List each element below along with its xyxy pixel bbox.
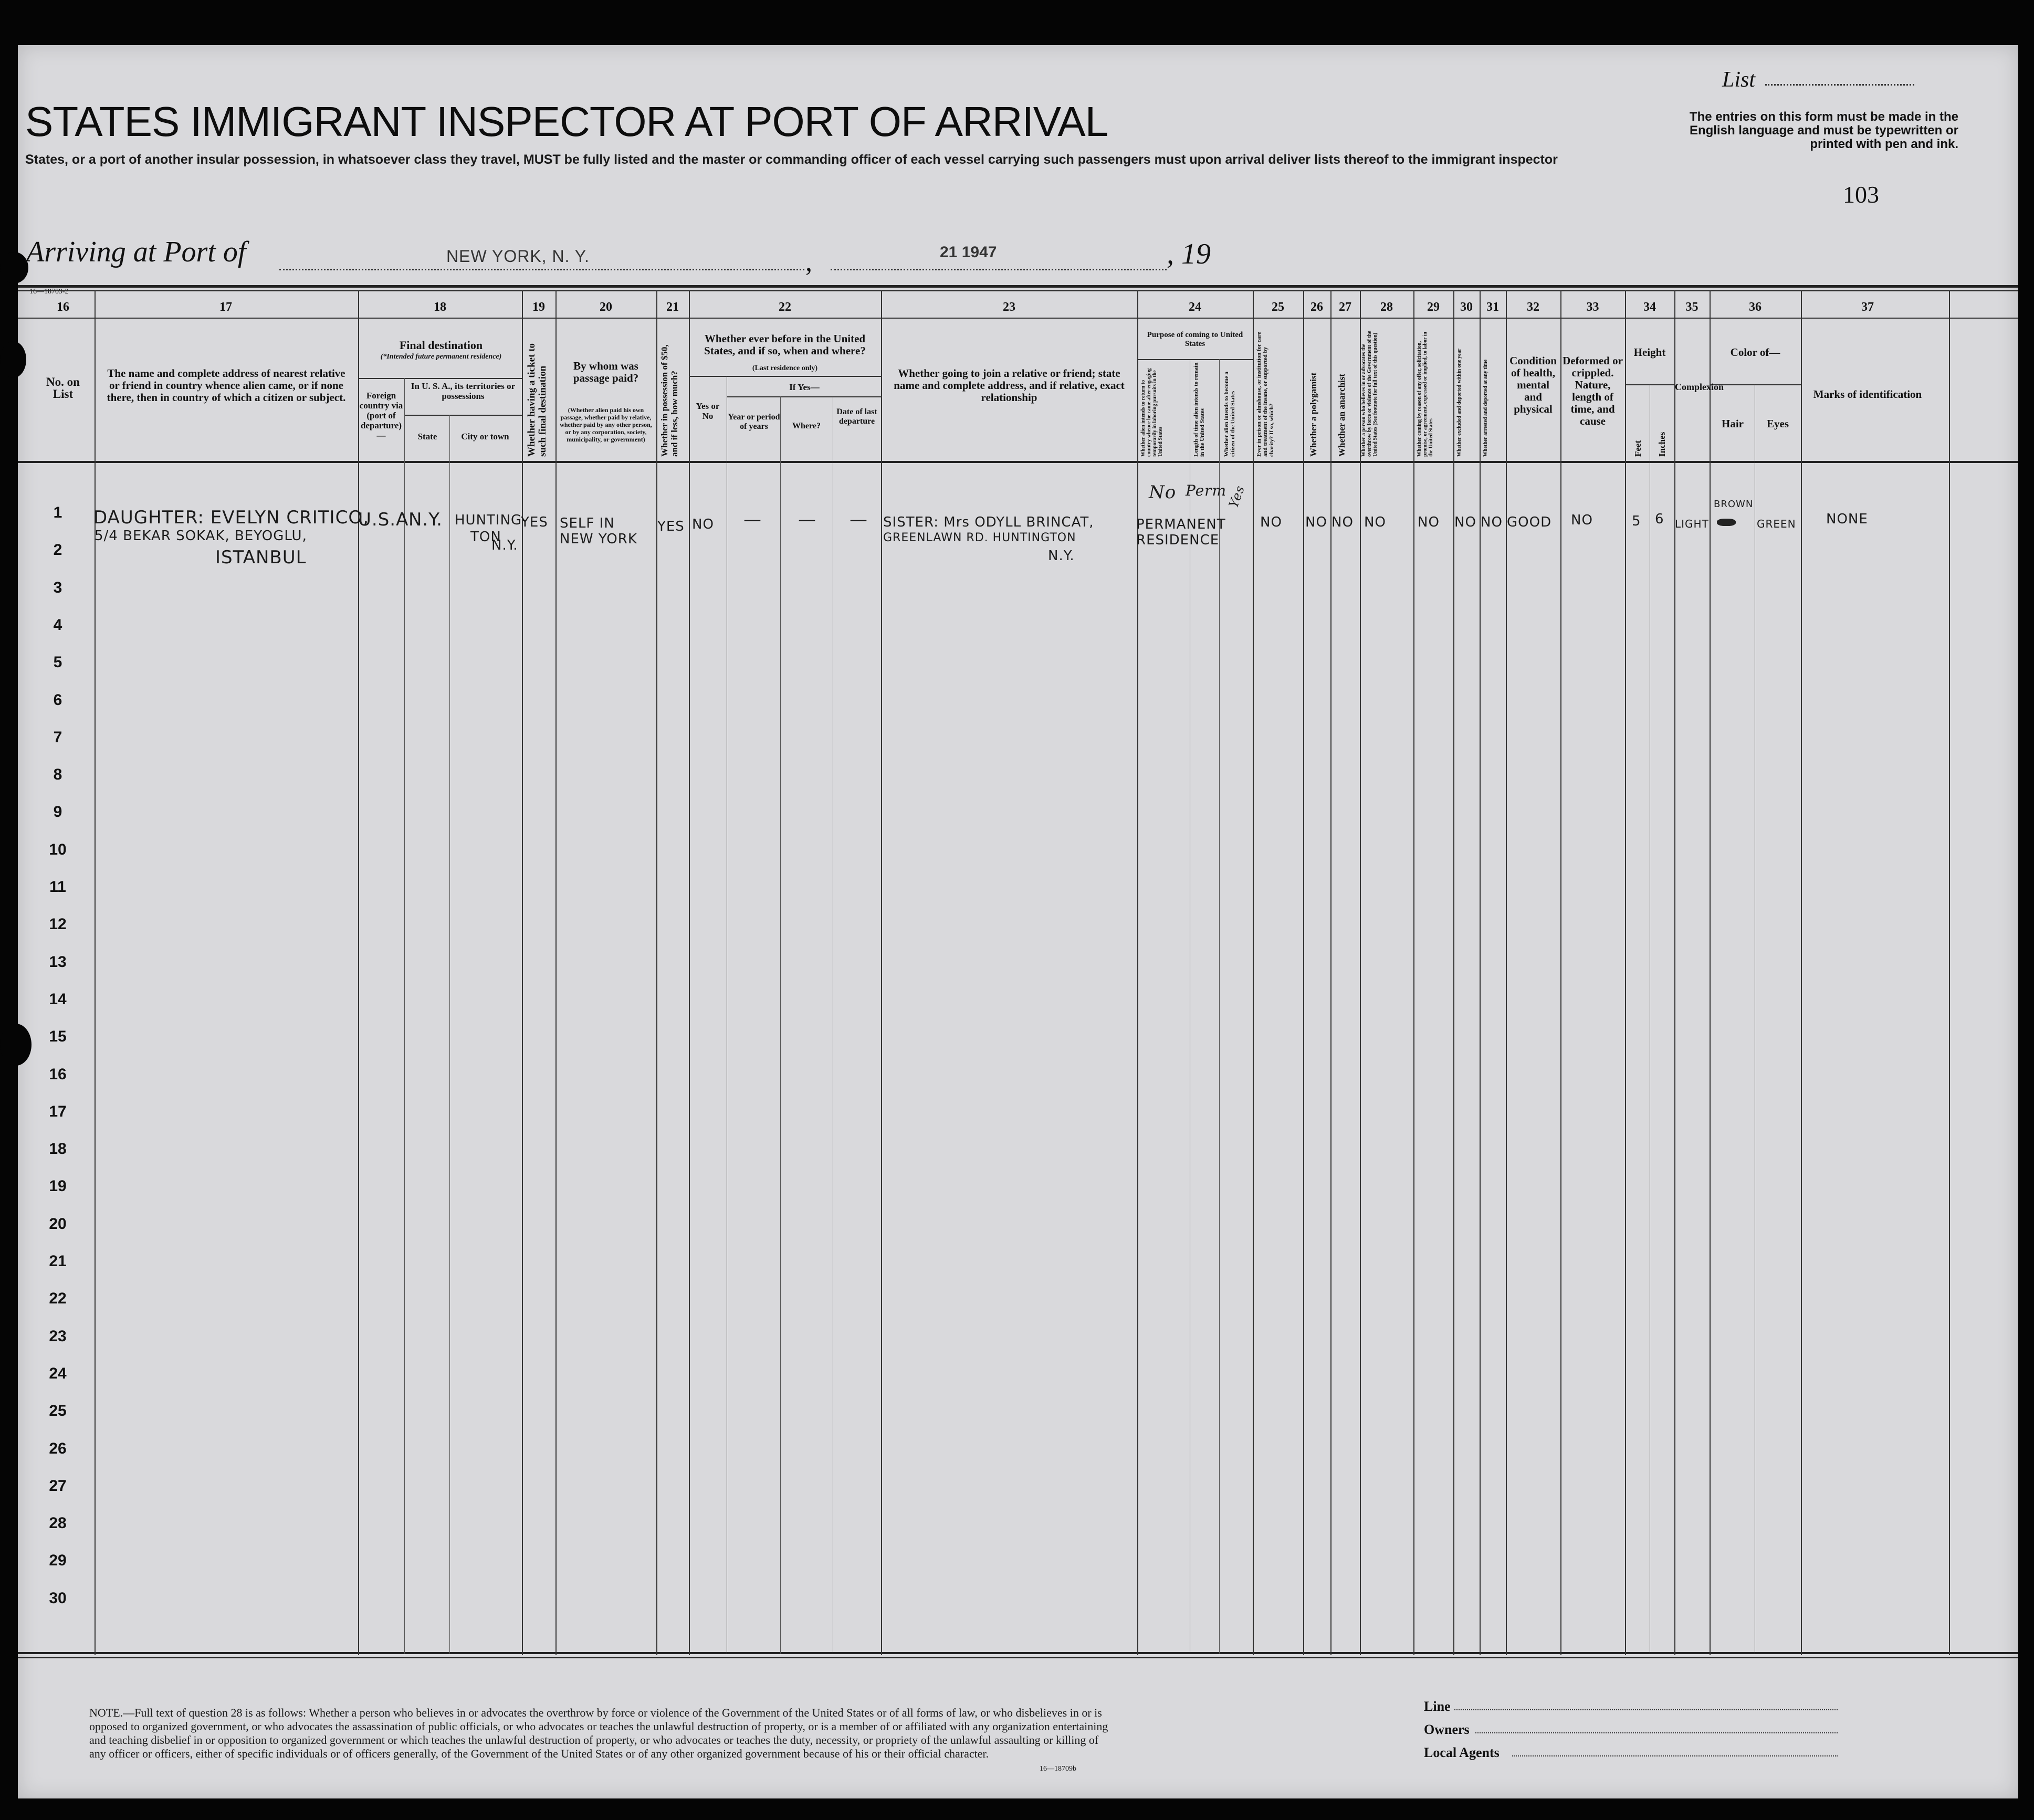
date-stamp: 21 1947 [940, 244, 997, 261]
header-col35: Complexion [1675, 382, 1724, 392]
header-col36-eyes: Eyes [1767, 417, 1789, 430]
entry-join-line3: N.Y. [1048, 548, 1075, 564]
column-divider [1360, 290, 1361, 1655]
table-top-rule [18, 285, 2018, 288]
entry-inches: 6 [1655, 511, 1664, 527]
table-bottom-rule-2 [18, 1657, 2018, 1658]
entry-join-line1: SISTER: Mrs ODYLL BRINCAT, [883, 514, 1094, 530]
row-number: 1 [53, 504, 62, 521]
entry-labor: NO [1418, 514, 1440, 530]
rule-col18 [358, 378, 522, 379]
header-col20-title: By whom was passage paid? [573, 360, 639, 384]
row-number: 26 [49, 1439, 67, 1457]
entry-before-yesno: NO [692, 517, 714, 532]
header-col33: Deformed or crippled. Nature, length of time, and cause [1563, 354, 1623, 427]
column-divider [1253, 290, 1254, 1655]
row-number: 25 [49, 1402, 67, 1420]
footnote-q28: NOTE.—Full text of question 28 is as follows: Whether a person who believes in or advocates the overthrow by force or violence of the Government of the United States or of all forms of law, or who disbelieves in or is opposed to organized government, or who advocates the assassination of public officials, or who advocates or teaches the unlawful destruction of property, or is a member of or affiliated with any organization entertaining and teaching disbelief in or opposition to organized government or which teaches the unlawful destruction of property, or who advocates or teaches the duty, necessity, or propriety of the unlawful assaulting or killing of any officer or officers, either of specific individuals or of officers generally, of the Government of the United States or of any other organized government because of his or their official character. [89, 1706, 1108, 1760]
entry-foreign-country: U.S.A. [358, 509, 415, 530]
rule-col18-sub [404, 415, 522, 416]
row-number: 29 [49, 1552, 67, 1570]
header-col17: The name and complete address of nearest relative or friend in country whence alien came, or if none there, then in country of which a citizen or subject. [107, 367, 346, 404]
subcolumn-divider [1219, 359, 1220, 1654]
colnum-19: 19 [532, 300, 545, 314]
punch-hole [0, 341, 26, 378]
entry-feet: 5 [1632, 513, 1641, 529]
header-col29: Whether coming by reason of any offer, solicitation, promise, or agreement, expressed or implied, to labor in the United States [1417, 331, 1434, 457]
row-number: 19 [49, 1177, 67, 1195]
subcolumn-divider [404, 378, 405, 1654]
column-divider [555, 290, 557, 1655]
colnum-31: 31 [1486, 300, 1499, 314]
row-number: 20 [49, 1215, 67, 1233]
ink-blot [1717, 519, 1736, 526]
header-col37: Marks of identification [1813, 388, 1922, 401]
rule-col24 [1137, 359, 1253, 360]
entry-relative-line1: DAUGHTER: EVELYN CRITICO, [93, 507, 369, 528]
header-col22-where: Where? [792, 422, 821, 430]
column-divider [95, 290, 96, 1655]
column-divider [1625, 290, 1626, 1655]
colnum-37: 37 [1861, 300, 1874, 314]
row-number: 27 [49, 1477, 67, 1495]
colnum-18: 18 [434, 300, 446, 314]
entry-before-year: — [743, 509, 762, 530]
header-bottom-rule [18, 461, 2018, 463]
column-divider [1949, 290, 1950, 1655]
rule-col22-sub [727, 396, 881, 397]
header-col22-sub: (Last residence only) [752, 364, 818, 372]
colnum-21: 21 [666, 300, 679, 314]
table-bottom-rule [18, 1652, 2018, 1654]
column-divider [1710, 290, 1711, 1655]
date-field[interactable] [831, 269, 1167, 270]
line-label: Line [1424, 1699, 1451, 1714]
subcolumn-divider [449, 415, 450, 1654]
entry-prison: NO [1260, 514, 1282, 530]
entry-excluded: NO [1454, 514, 1476, 530]
header-col28: Whether a person who believes in or advocates the overthrow by force or violence of the Government of the United States (See footnote for full text of this question) [1361, 331, 1378, 457]
owners-field[interactable] [1475, 1732, 1838, 1733]
row-number: 2 [53, 541, 62, 559]
row-number: 8 [53, 766, 62, 784]
entry-overthrow: NO [1364, 514, 1386, 530]
entry-before-where: — [798, 509, 816, 530]
entry-purpose-a: No [1149, 482, 1177, 503]
entry-purpose-line2: RESIDENCE [1136, 532, 1220, 548]
header-col24-a: Whether alien intends to return to country whence he came after engaging temporarily in laboring pursuits in the United States [1140, 368, 1163, 457]
header-col36-hair: Hair [1722, 417, 1744, 430]
form-code: 16—18709-2 [29, 288, 69, 296]
row-number: 3 [53, 578, 62, 596]
column-divider [1674, 290, 1675, 1655]
colnum-23: 23 [1003, 300, 1015, 314]
row-number: 4 [53, 616, 62, 634]
entry-hair: BROWN [1714, 499, 1754, 510]
entries-note: The entries on this form must be made in the English language and must be typewritten or printed with pen and ink. [1689, 110, 1958, 151]
comma: , [805, 247, 812, 277]
column-divider [1560, 290, 1561, 1655]
column-divider [522, 290, 523, 1655]
row-number: 14 [49, 990, 67, 1008]
column-divider [1801, 290, 1802, 1655]
footer-form-code: 16—18709b [1040, 1765, 1076, 1773]
row-number: 23 [49, 1327, 67, 1345]
row-number: 7 [53, 728, 62, 746]
header-col22-ifyes: If Yes— [789, 382, 820, 392]
entry-marks: NONE [1826, 511, 1868, 527]
colnum-32: 32 [1527, 300, 1539, 314]
list-number-field[interactable] [1765, 84, 1914, 86]
header-col34-inches: Inches [1657, 432, 1667, 457]
colnum-22: 22 [779, 300, 791, 314]
colnum-20: 20 [600, 300, 612, 314]
row-number: 15 [49, 1028, 67, 1046]
header-col27: Whether an anarchist [1337, 373, 1347, 457]
header-col26: Whether a polygamist [1308, 372, 1318, 457]
header-col31: Whether arrested and deported at any time [1483, 359, 1488, 457]
entry-polygamist: NO [1305, 514, 1327, 530]
column-divider [1303, 290, 1304, 1655]
owners-label: Owners [1424, 1722, 1470, 1737]
entry-city-line1: HUNTING- [455, 512, 528, 528]
port-field[interactable] [279, 269, 804, 270]
row-number: 9 [53, 803, 62, 821]
colnum-26: 26 [1310, 300, 1323, 314]
column-divider [656, 290, 657, 1655]
entry-deformed: NO [1571, 512, 1593, 528]
row-number: 6 [53, 691, 62, 709]
column-divider [689, 290, 690, 1655]
column-divider [358, 290, 359, 1655]
header-col18-sub: (*Intended future permanent residence) [380, 353, 502, 361]
column-divider [1330, 290, 1331, 1655]
entry-arrested: NO [1481, 514, 1503, 530]
row-number: 21 [49, 1253, 67, 1270]
header-col18-state: State [417, 432, 437, 441]
entry-ticket: YES [521, 514, 548, 530]
entry-purpose-b: Perm [1186, 482, 1227, 499]
list-label: List [1722, 68, 1756, 92]
colnum-27: 27 [1339, 300, 1351, 314]
entry-health: GOOD [1507, 514, 1552, 530]
row-number: 18 [49, 1140, 67, 1158]
row-number: 22 [49, 1290, 67, 1308]
row-number: 11 [49, 878, 66, 896]
entry-passage-line2: NEW YORK [560, 531, 637, 547]
port-stamp: NEW YORK, N. Y. [446, 247, 590, 266]
entry-complexion: LIGHT [1675, 518, 1709, 530]
entry-passage-line1: SELF IN [560, 516, 615, 531]
entry-purpose-line1: PERMANENT [1136, 517, 1226, 532]
rule-col22 [689, 376, 881, 377]
entry-city-line2: TON [470, 529, 501, 545]
agents-label: Local Agents [1424, 1745, 1500, 1760]
arriving-label: Arriving at Port of [26, 236, 246, 268]
header-no-on-list: No. on List [46, 375, 80, 401]
column-divider [1453, 290, 1454, 1655]
table-top-rule-2 [18, 290, 2018, 291]
form-title: STATES IMMIGRANT INSPECTOR AT PORT OF ARRIVAL [25, 98, 1108, 145]
colnum-30: 30 [1460, 300, 1473, 314]
year-prefix: , 19 [1167, 238, 1211, 270]
header-col24-b: Length of time alien intends to remain in the United States [1193, 362, 1205, 457]
row-number: 17 [49, 1102, 67, 1120]
header-col32: Condition of health, mental and physical [1509, 354, 1557, 415]
header-col34-feet: Feet [1633, 440, 1643, 457]
row-number: 5 [53, 654, 62, 671]
page-number: 103 [1843, 181, 1879, 208]
header-col18-title: Final destination [399, 339, 483, 352]
header-col19: Whether having a ticket to such final destination [526, 343, 548, 457]
entry-state: N.Y. [408, 509, 443, 530]
entry-city-line3: N.Y. [491, 538, 518, 553]
punch-hole [0, 1024, 32, 1066]
entry-relative-line2: 5/4 BEKAR SOKAK, BEYOGLU, [95, 528, 307, 544]
header-col24-c: Whether alien intends to become a citizen of the United States [1223, 371, 1236, 457]
header-col22-year: Year or period of years [728, 413, 780, 431]
header-col23: Whether going to join a relative or friend; state name and complete address, and if relative, exact relationship [894, 367, 1125, 404]
line-field[interactable] [1454, 1709, 1838, 1710]
form-subtitle: States, or a port of another insular possession, in whatsoever class they travel, MUST be fully listed and the master or commanding officer of each vessel carrying such passengers must upon arrival deliver lists thereof to the immigrant inspector [25, 152, 1558, 167]
entry-relative-line3: ISTANBUL [215, 547, 307, 568]
row-number: 30 [49, 1589, 67, 1607]
colnum-rule [18, 318, 2018, 319]
header-col36-title: Color of— [1730, 346, 1780, 359]
row-number: 12 [49, 916, 67, 933]
row-number: 28 [49, 1514, 67, 1532]
row-number: 10 [49, 840, 67, 858]
header-col30: Whether excluded and deported within one year [1456, 349, 1462, 457]
header-col25: Ever in prison or almshouse, or institution for care and treatment of the insane, or supported by charity? If so, which? [1256, 332, 1275, 457]
agents-field[interactable] [1512, 1755, 1838, 1756]
column-divider [881, 290, 882, 1655]
entry-money: YES [657, 519, 685, 534]
entry-join-line2: GREENLAWN RD. HUNTINGTON [883, 531, 1076, 544]
header-col34-title: Height [1633, 346, 1666, 359]
row-number: 16 [49, 1065, 67, 1083]
header-col18-city: City or town [461, 432, 509, 441]
colnum-33: 33 [1586, 300, 1599, 314]
header-col22-date: Date of last departure [836, 407, 877, 426]
header-col22-title: Whether ever before in the United States, and if so, when and where? [704, 332, 866, 357]
header-col18-foreign: Foreign country via (port of departure)— [359, 391, 403, 440]
header-col21: Whether in possession of $50, and if less, how much? [659, 344, 679, 457]
entry-purpose-c: Yes [1226, 483, 1248, 510]
colnum-29: 29 [1427, 300, 1440, 314]
header-col20-sub: (Whether alien paid his own passage, whether paid by relative, whether paid by any other person, or by any corporation, society, municipality, or government) [560, 406, 652, 443]
header-col18-usa: In U. S. A., its territories or possessions [411, 381, 516, 401]
punch-hole [0, 252, 28, 283]
colnum-28: 28 [1380, 300, 1393, 314]
colnum-35: 35 [1685, 300, 1699, 314]
colnum-36: 36 [1749, 300, 1762, 314]
entry-eyes: GREEN [1757, 518, 1796, 530]
column-divider [1137, 290, 1138, 1655]
header-col22-yesno: Yes or No [696, 401, 720, 421]
colnum-17: 17 [219, 300, 232, 314]
column-divider [1413, 290, 1414, 1655]
row-number: 24 [49, 1364, 67, 1382]
colnum-25: 25 [1272, 300, 1284, 314]
column-divider [1480, 290, 1481, 1655]
colnum-34: 34 [1643, 300, 1656, 314]
colnum-24: 24 [1189, 300, 1201, 314]
column-divider [1506, 290, 1507, 1655]
colnum-16: 16 [57, 300, 69, 314]
header-col24-title: Purpose of coming to United States [1147, 331, 1243, 348]
entry-anarchist: NO [1331, 514, 1354, 530]
subcolumn-divider [780, 396, 781, 1654]
entry-before-date: — [850, 509, 868, 530]
row-number: 13 [49, 953, 67, 971]
